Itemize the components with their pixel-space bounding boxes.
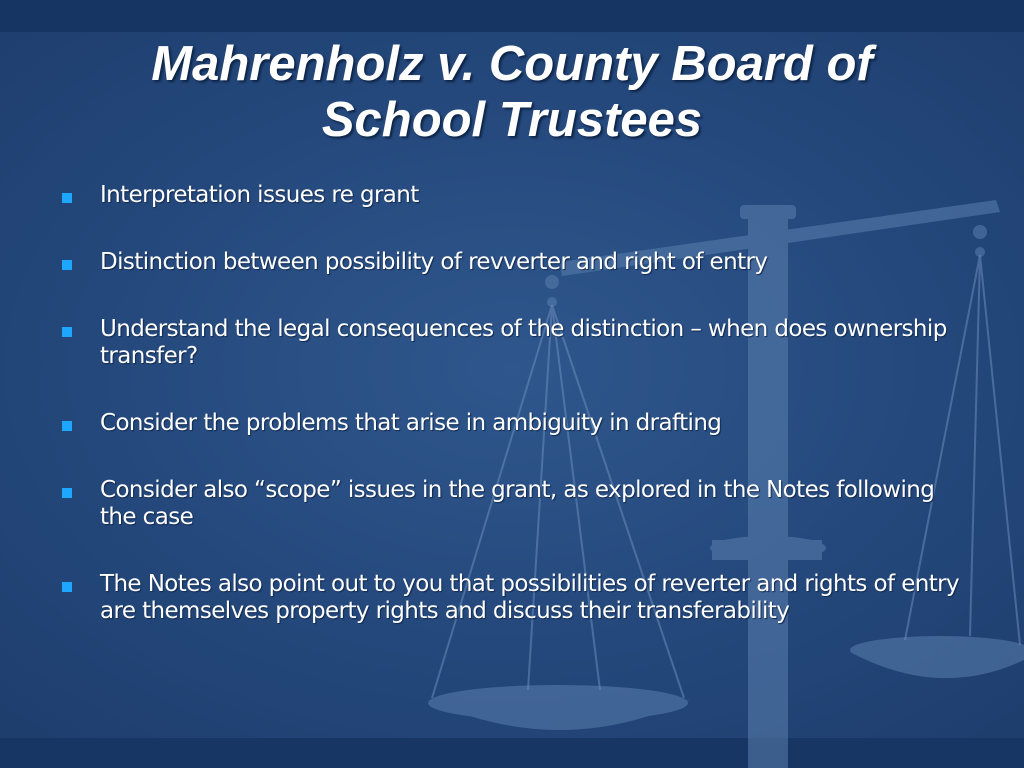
bullet-list bbox=[62, 182, 962, 665]
bullet-text: Consider also “scope” issues in the grant, as explored in the Notes following the case bbox=[100, 477, 935, 530]
square-bullet-icon bbox=[62, 260, 72, 270]
bullet-text: Distinction between possibility of revverter and right of entry bbox=[100, 249, 768, 275]
bullet-item bbox=[62, 249, 962, 276]
square-bullet-icon bbox=[62, 193, 72, 203]
bullet-item bbox=[62, 571, 962, 625]
bullet-item bbox=[62, 410, 962, 437]
bullet-text: Consider the problems that arise in ambiguity in drafting bbox=[100, 410, 722, 436]
square-bullet-icon bbox=[62, 582, 72, 592]
bullet-item bbox=[62, 182, 962, 209]
bullet-item bbox=[62, 477, 962, 531]
page-title bbox=[0, 36, 1024, 148]
title-line-2: School Trustees bbox=[321, 93, 703, 147]
bullet-text: Interpretation issues re grant bbox=[100, 182, 419, 208]
bullet-item bbox=[62, 316, 962, 370]
square-bullet-icon bbox=[62, 488, 72, 498]
square-bullet-icon bbox=[62, 421, 72, 431]
square-bullet-icon bbox=[62, 327, 72, 337]
bullet-text: The Notes also point out to you that possibilities of reverter and rights of entry are themselves property rights and discuss their transferability bbox=[100, 571, 960, 624]
bullet-text: Understand the legal consequences of the distinction – when does ownership transfer? bbox=[100, 316, 947, 369]
title-line-1: Mahrenholz v. County Board of bbox=[151, 37, 873, 91]
